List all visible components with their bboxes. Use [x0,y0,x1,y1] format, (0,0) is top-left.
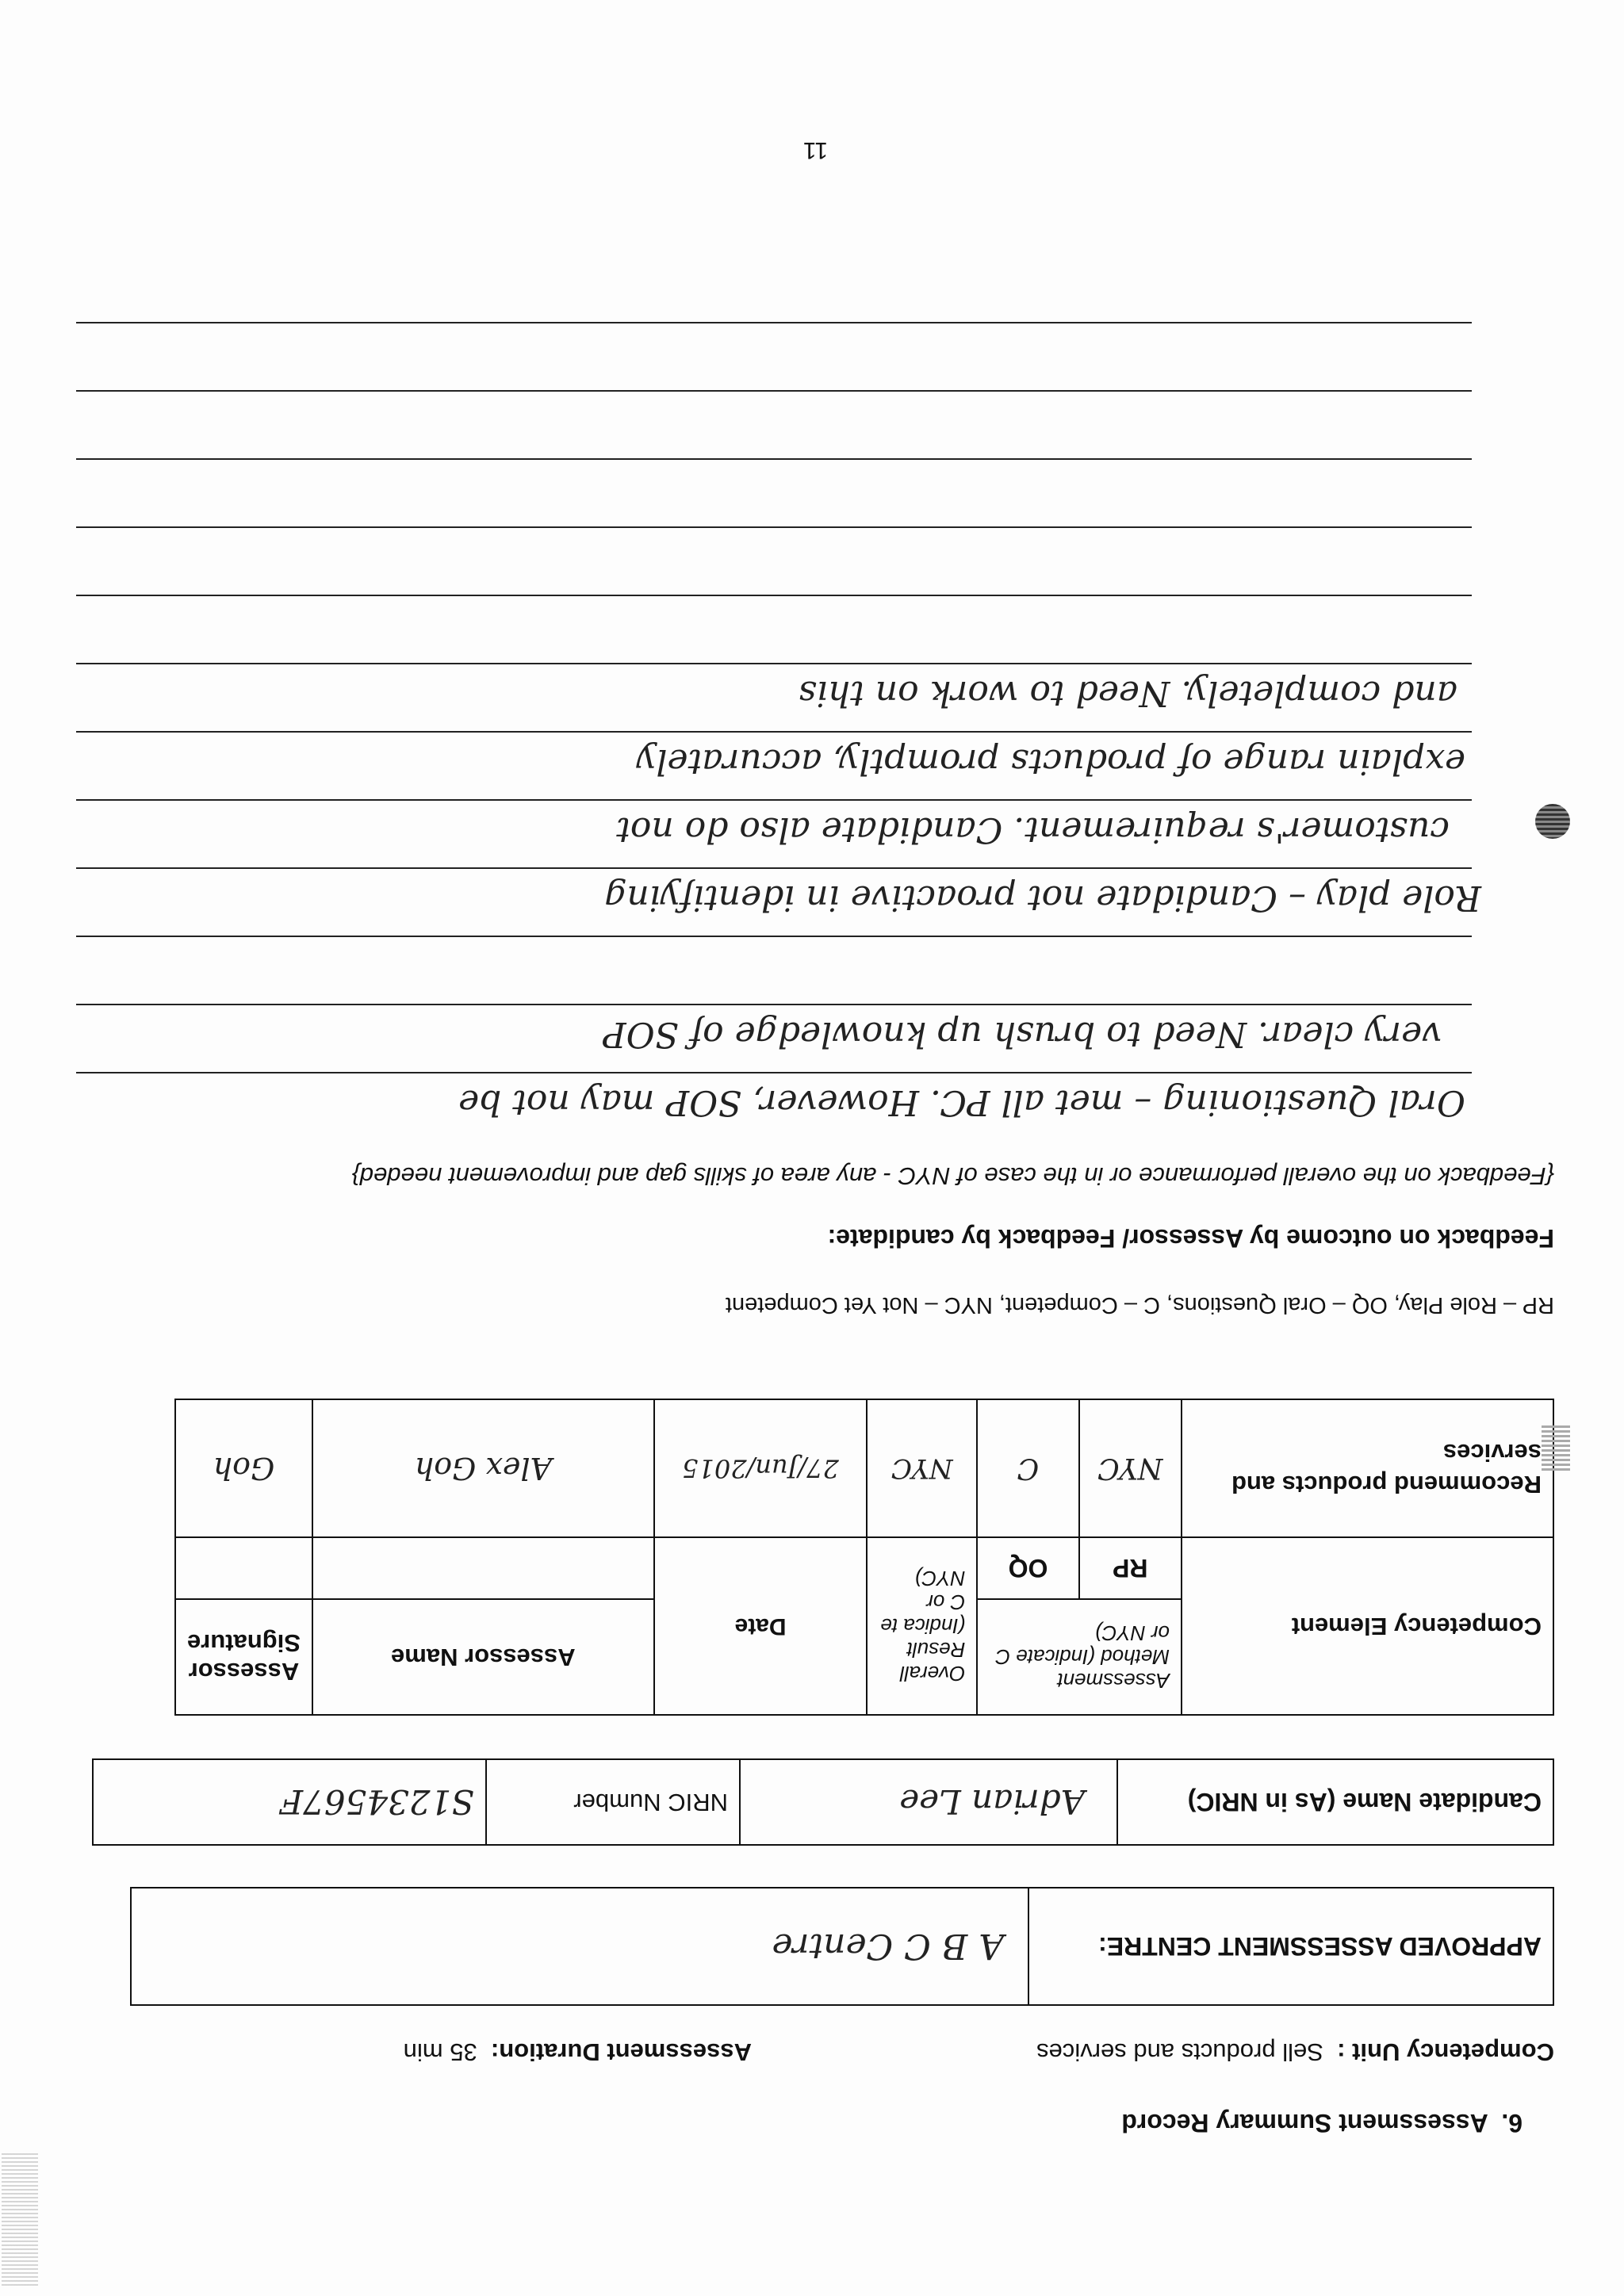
assessor-signature-spacer [175,1537,312,1599]
nric-label: NRIC Number [486,1759,740,1845]
assessment-duration-value: 35 min [403,2038,477,2066]
feedback-line[interactable]: and completely. Need to work on this [799,673,1457,714]
centre-label: APPROVED ASSESSMENT CENTRE: [1028,1888,1553,2005]
row-rp-result[interactable]: NYC [1079,1399,1182,1537]
centre-value[interactable]: A B C Centre [131,1888,1028,2005]
row-overall-result[interactable]: NYC [867,1399,977,1537]
competency-unit [1036,2038,1554,2066]
binder-hole-mark [1535,804,1570,839]
candidate-name-value[interactable]: Adrian Lee [740,1759,1117,1845]
header-assessment-method: Assessment Method (Indicate C or NYC) [977,1599,1182,1715]
feedback-line[interactable]: very clear. Need to brush up knowledge of SOP [603,1014,1442,1054]
feedback-rule [76,1004,1472,1005]
feedback-heading: Feedback on outcome by Assessor/ Feedback by candidate: [827,1224,1554,1253]
centre-table [130,1887,1554,2006]
assessment-duration [404,2038,752,2066]
feedback-line[interactable]: explain range of products promptly, accurately [636,741,1465,782]
section-heading [1121,2108,1522,2137]
candidate-name-label: Candidate Name (As in NRIC) [1117,1759,1553,1845]
feedback-line[interactable]: Role play – Candidate not proactive in identifying [604,878,1481,918]
results-table [174,1399,1554,1716]
row-date[interactable]: 27/Jun/2015 [654,1399,868,1537]
header-oq: OQ [977,1537,1078,1599]
row-assessor-name[interactable]: Alex Goh [312,1399,654,1537]
feedback-rule [76,595,1472,596]
feedback-instruction: {Feedback on the overall performance or in the case of NYC - any area of skills gap and improvement needed} [351,1162,1554,1190]
row-assessor-signature[interactable]: Goh [175,1399,312,1537]
feedback-rule [76,526,1472,528]
nric-value[interactable]: S1234567F [93,1759,486,1845]
feedback-line[interactable]: Oral Questioning – met all PC. However, SOP may not be [458,1082,1465,1123]
assessor-name-spacer [312,1537,654,1599]
competency-unit-value: Sell products and services [1036,2038,1323,2066]
section-number: 6. [1501,2109,1522,2137]
feedback-rule [76,322,1472,323]
scan-noise-mark [1542,1425,1570,1473]
feedback-line[interactable]: customer's requirement. Candidate also do not [616,809,1450,850]
feedback-rule [76,936,1472,937]
feedback-rule [76,458,1472,460]
page-number: 11 [802,137,828,163]
header-overall-result: Overall Result (Indica te C or NYC) [867,1537,977,1715]
table-row [175,1399,1553,1537]
scan-edge-noise [2,2153,38,2288]
feedback-rule [76,867,1472,869]
feedback-rule [76,799,1472,801]
feedback-rule [76,731,1472,733]
feedback-rule [76,663,1472,664]
row-oq-result[interactable]: C [977,1399,1078,1537]
competency-unit-label: Competency Unit : [1337,2038,1554,2066]
header-assessor-name: Assessor Name [312,1599,654,1715]
feedback-rule [76,390,1472,392]
header-date: Date [654,1537,868,1715]
feedback-rule [76,1072,1472,1073]
section-title: Assessment Summary Record [1121,2109,1488,2137]
legend: RP – Role Play, OQ – Oral Questions, C – Competent, NYC – Not Yet Competent [725,1292,1554,1318]
header-competency-element: Competency Element [1182,1537,1553,1715]
header-rp: RP [1079,1537,1182,1599]
header-assessor-signature: Assessor Signature [175,1599,312,1715]
row-competency-element: Recommend products and services [1182,1399,1553,1537]
candidate-table [92,1758,1554,1846]
assessment-duration-label: Assessment Duration: [490,2038,752,2066]
